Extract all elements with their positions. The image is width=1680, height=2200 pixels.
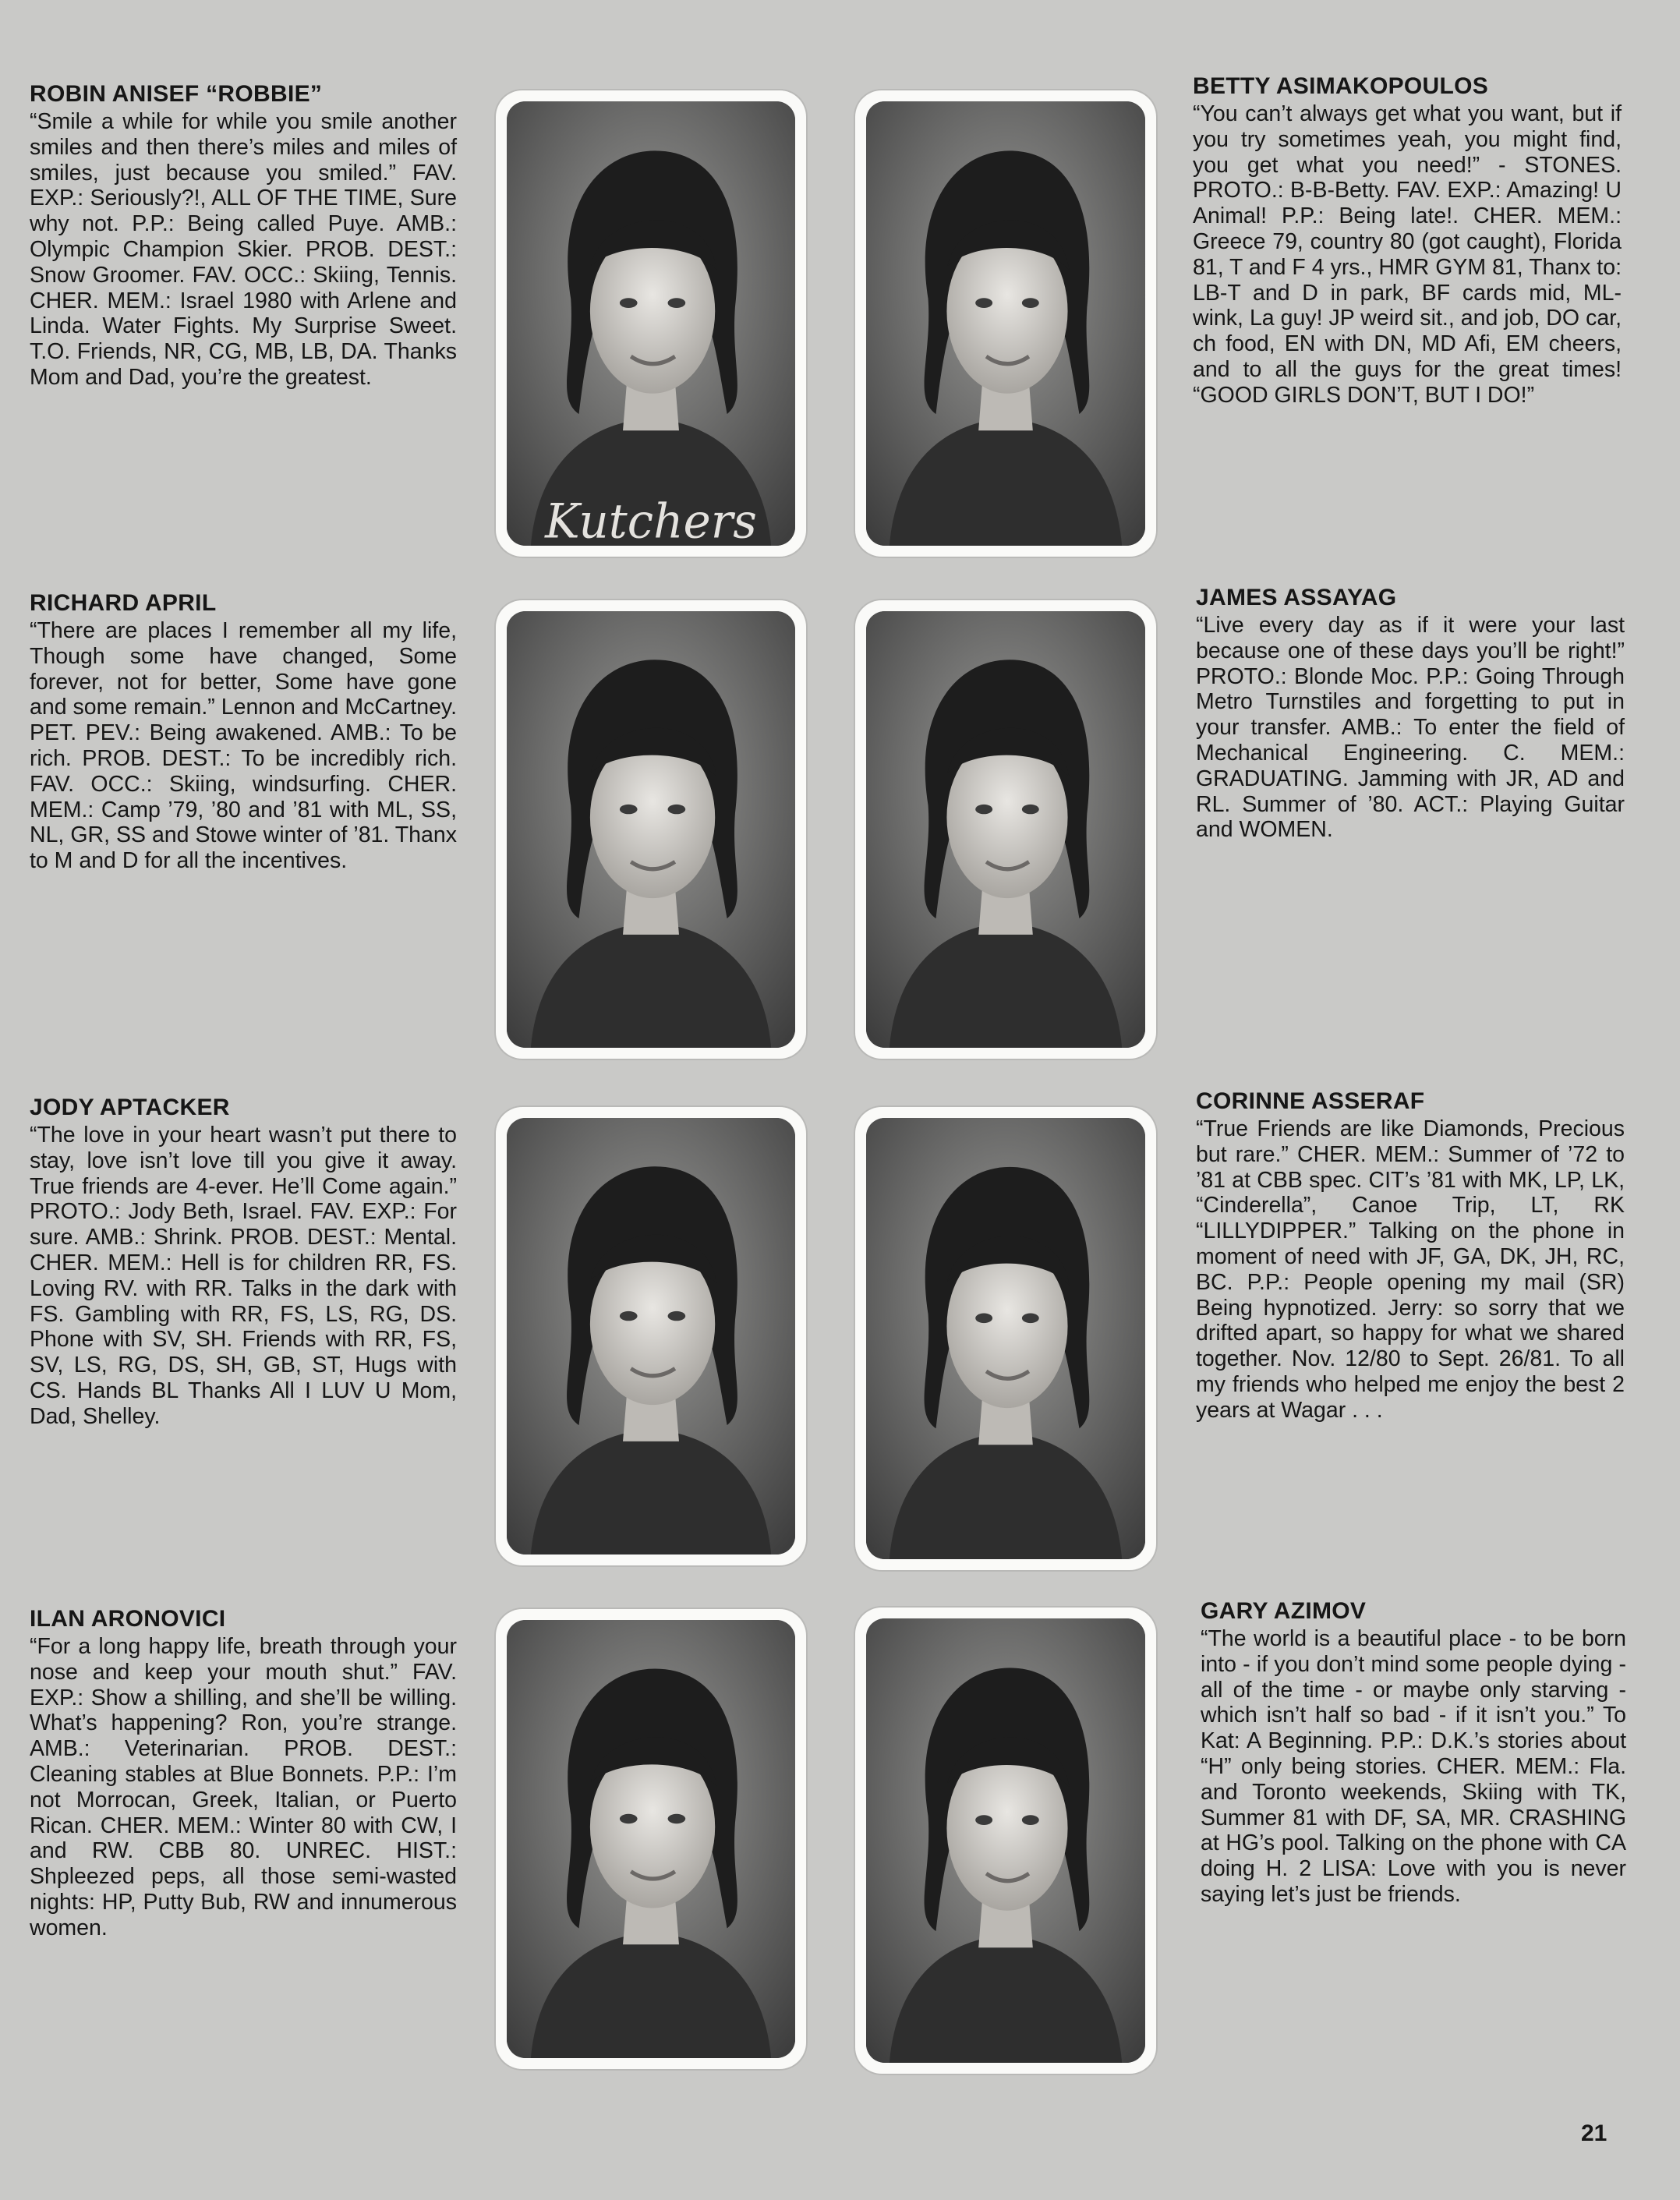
portrait-photo-james-assayag bbox=[855, 600, 1156, 1059]
student-bio: “The love in your heart wasn’t put there to stay, love isn’t love till you give it away. True friends are 4-ever. He’ll Come again.” PROTO.: Jody Beth, Israel. FAV. EXP.: For sure. AMB.: Shrink. PROB. DEST.: Mental. CHER. MEM.: Hell is for children RR, FS. Loving RV. with RR. Talks in the dark with FS. Gambling with RR, FS, LS, RG, DS. Phone with SV, SH. Friends with RR, FS, SV, LS, RG, DS, SH, GB, ST, Hugs with CS. Hands BL Thanks All I LUV U Mom, Dad, Shelley. bbox=[30, 1123, 457, 1429]
page-number: 21 bbox=[1581, 2120, 1607, 2146]
portrait-photo-robin-anisef bbox=[496, 90, 806, 557]
student-entry-ilan-aronovici bbox=[30, 1606, 457, 1941]
shirt-lettering: Kutchers bbox=[545, 493, 757, 546]
student-bio: “You can’t always get what you want, but if you try sometimes yeah, you might find, you get what you need!” - STONES. PROTO.: B-B-Betty. FAV. EXP.: Amazing! U Animal! P.P.: Being late!. CHER. MEM.: Greece 79, country 80 (got caught), Florida 81, T and F 4 yrs., HMR GYM 81, Thanx to: LB-T and D in park, BF cards mid, ML-wink, La guy! JP weird sit., and job, DO car, ch food, EN with DN, MD Afi, EM cheers, and to all the guys for the great times! “GOOD GIRLS DON’T, BUT I DO!” bbox=[1193, 101, 1622, 408]
student-entry-richard-april bbox=[30, 590, 457, 874]
student-name: ROBIN ANISEF “ROBBIE” bbox=[30, 81, 323, 107]
student-name: ILAN ARONOVICI bbox=[30, 1606, 226, 1632]
student-entry-corinne-asseraf bbox=[1196, 1088, 1625, 1424]
student-entry-jody-aptacker bbox=[30, 1095, 457, 1430]
student-name: RICHARD APRIL bbox=[30, 590, 217, 616]
student-bio: “The world is a beautiful place - to be born into - if you don’t mind some people dying - all of the time - or maybe only starving - which isn’t half so bad - if it isn’t you.” To Kat: A Beginning. P.P.: D.K.’s stories about “H” only being stories. CHER. MEM.: Fla. and Toronto weekends, Skiing with TK, Summer 81 with DF, SA, MR. CRASHING at HG’s pool. Talking on the phone with CA doing H. 2 LISA: Love with you is never saying let’s just be friends. bbox=[1201, 1626, 1626, 1907]
portrait-photo-betty-asimakopoulos bbox=[855, 90, 1156, 557]
student-bio: “Smile a while for while you smile another smiles and then there’s miles and miles of smiles, just because you smiled.” FAV. EXP.: Seriously?!, ALL OF THE TIME, Sure why not. P.P.: Being called Puye. AMB.: Olympic Champion Skier. PROB. DEST.: Snow Groomer. FAV. OCC.: Skiing, Tennis. CHER. MEM.: Israel 1980 with Arlene and Linda. Water Fights. My Surprise Sweet. T.O. Friends, NR, CG, MB, LB, DA. Thanks Mom and Dad, you’re the greatest. bbox=[30, 109, 457, 390]
student-entry-james-assayag bbox=[1196, 585, 1625, 843]
portrait-photo-gary-azimov bbox=[855, 1608, 1156, 2074]
student-bio: “Live every day as if it were your last because one of these days you’ll be right!” PROTO.: Blonde Moc. P.P.: Going Through Metro Turnstiles and forgetting to put in your transfer. AMB.: To enter the field of Mechanical Engineering. C. MEM.: GRADUATING. Jamming with JR, AD and RL. Summer of ’80. ACT.: Playing Guitar and WOMEN. bbox=[1196, 613, 1625, 843]
student-name: JAMES ASSAYAG bbox=[1196, 585, 1397, 610]
portrait-photo-ilan-aronovici bbox=[496, 1609, 806, 2069]
student-bio: “For a long happy life, breath through your nose and keep your mouth shut.” FAV. EXP.: Show a shilling, and she’ll be willing. What’s happening? Ron, you’re strange. AMB.: Veterinarian. PROB. DEST.: Cleaning stables at Blue Bonnets. P.P.: I’m not Morrocan, Greek, Italian, or Puerto Rican. CHER. MEM.: Winter 80 with CW, I and RW. CBB 80. UNREC. HIST.: Shpleezed peps, all those semi-wasted nights: HP, Putty Bub, RW and innumerous women. bbox=[30, 1634, 457, 1940]
portrait-photo-corinne asseraf bbox=[855, 1107, 1156, 1570]
student-name: GARY AZIMOV bbox=[1201, 1598, 1367, 1624]
portrait-photo-richard-april bbox=[496, 600, 806, 1059]
student-bio: “There are places I remember all my life, Though some have changed, Some forever, not for better, Some have gone and some remain.” Lennon and McCartney. PET. PEV.: Being awakened. AMB.: To be rich. PROB. DEST.: To be incredibly rich. FAV. OCC.: Skiing, windsurfing. CHER. MEM.: Camp ’79, ’80 and ’81 with ML, SS, NL, GR, SS and Stowe winter of ’81. Thanx to M and D for all the incentives. bbox=[30, 618, 457, 874]
portrait-photo-jody-aptacker bbox=[496, 1107, 806, 1565]
student-name: BETTY ASIMAKOPOULOS bbox=[1193, 73, 1489, 99]
student-bio: “True Friends are like Diamonds, Precious but rare.” CHER. MEM.: Summer of ’72 to ’81 at CBB spec. CIT’s ’81 with MK, LP, LK, “Cinderella”, Canoe Trip, LT, RK “LILLYDIPPER.” Talking on the phone in moment of need with JF, GA, DK, JH, RC, BC. P.P.: People opening my mail (SR) Being hypnotized. Jerry: so sorry that we drifted apart, so happy for what we shared together. Nov. 12/80 to Sept. 26/81. To all my friends who helped me enjoy the best 2 years at Wagar . . . bbox=[1196, 1116, 1625, 1423]
student-entry-gary-azimov bbox=[1201, 1598, 1626, 1908]
student-entry-betty-asimakopoulos bbox=[1193, 73, 1622, 409]
student-name: CORINNE ASSERAF bbox=[1196, 1088, 1425, 1114]
student-entry-robin-anisef bbox=[30, 81, 457, 391]
student-name: JODY APTACKER bbox=[30, 1095, 230, 1120]
